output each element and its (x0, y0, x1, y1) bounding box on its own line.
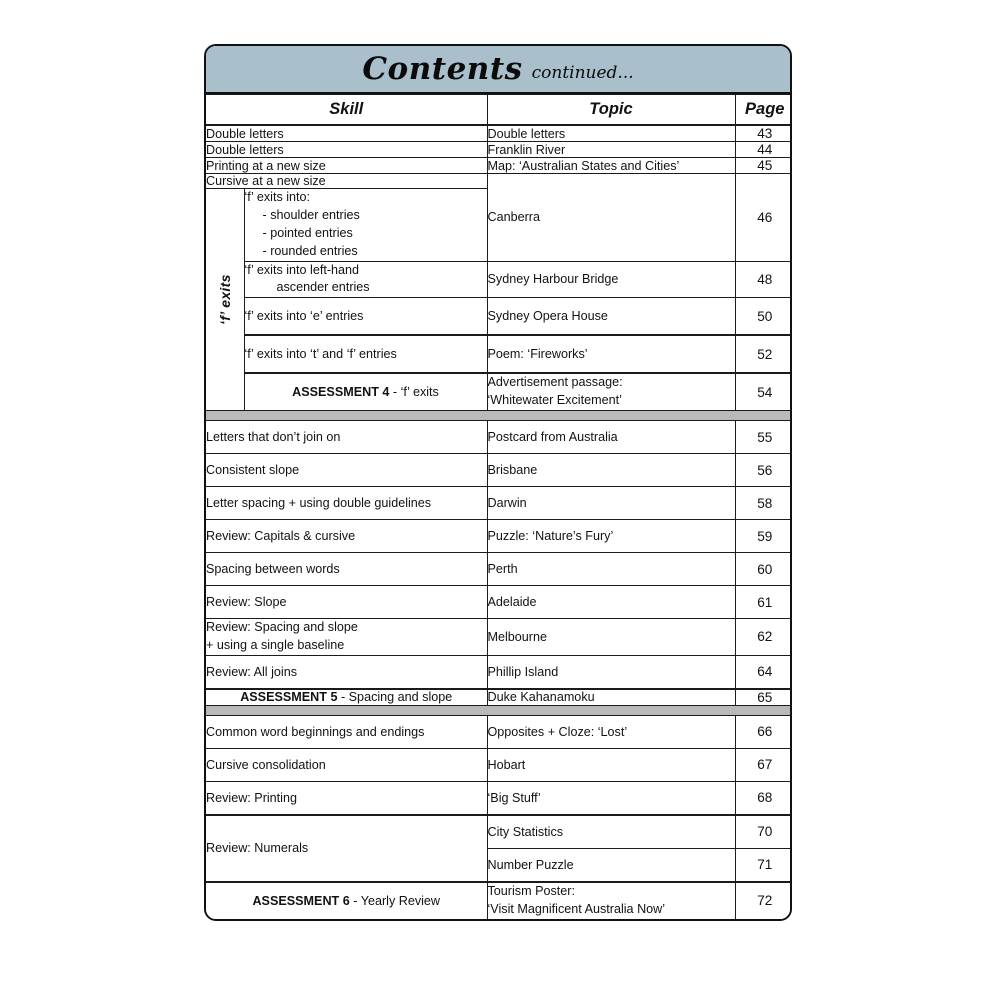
page-cell: 58 (735, 487, 792, 520)
table-row (206, 520, 792, 553)
assessment-label: ASSESSMENT 4 (292, 385, 390, 400)
skill-cell: Common word beginnings and endings (206, 715, 487, 748)
topic-cell: Double letters (487, 125, 735, 142)
table-row (206, 619, 792, 656)
page-cell: 67 (735, 748, 792, 781)
page-cell: 55 (735, 421, 792, 454)
skill-cell: Cursive consolidation (206, 748, 487, 781)
page-cell: 72 (735, 882, 792, 919)
skill-cell: Review: Numerals (206, 815, 487, 882)
skill-cell: Review: Slope (206, 586, 487, 619)
topic-cell: Adelaide (487, 586, 735, 619)
page-cell: 60 (735, 553, 792, 586)
assessment-detail: - Spacing and slope (340, 690, 453, 705)
group-rail-f-exits (206, 189, 244, 411)
table-row (206, 158, 792, 174)
topic-cell: Phillip Island (487, 655, 735, 689)
column-header-page: Page (735, 95, 792, 126)
skill-line-2: ascender entries (276, 280, 370, 295)
table-row (206, 586, 792, 619)
topic-cell: Darwin (487, 487, 735, 520)
table-row (206, 781, 792, 815)
skill-cell (244, 261, 487, 298)
skill-cell: Review: Printing (206, 781, 487, 815)
page-cell: 48 (735, 261, 792, 298)
skill-cell: Spacing between words (206, 553, 487, 586)
page-cell: 43 (735, 125, 792, 142)
topic-cell: Map: ‘Australian States and Cities’ (487, 158, 735, 174)
assessment-detail: - ‘f’ exits (392, 385, 439, 400)
skill-line-1: ‘f’ exits into left-hand (244, 262, 360, 277)
topic-cell: Melbourne (487, 619, 735, 656)
table-row (206, 553, 792, 586)
table-header-row (206, 95, 792, 126)
skill-cell: ‘f’ exits into ‘e’ entries (244, 298, 487, 336)
page-cell: 68 (735, 781, 792, 815)
topic-cell: Number Puzzle (487, 848, 735, 882)
page-cell: 50 (735, 298, 792, 336)
topic-cell: Perth (487, 553, 735, 586)
topic-cell: Hobart (487, 748, 735, 781)
page-cell: 45 (735, 158, 792, 174)
skill-cell (244, 189, 487, 262)
table-row (206, 142, 792, 158)
assessment-skill-cell (244, 373, 487, 410)
table-row (206, 125, 792, 142)
list-item: - shoulder entries (262, 207, 360, 222)
topic-cell: Sydney Opera House (487, 298, 735, 336)
table-row (206, 298, 792, 336)
contents-table (206, 94, 792, 919)
table-row (206, 882, 792, 919)
contents-title-band (206, 46, 790, 94)
column-header-skill: Skill (206, 95, 487, 126)
table-body (206, 125, 792, 919)
topic-cell: Franklin River (487, 142, 735, 158)
table-row (206, 421, 792, 454)
topic-line-1: Tourism Poster: (487, 883, 575, 898)
table-row (206, 174, 792, 189)
page-cell: 54 (735, 373, 792, 410)
topic-cell: Sydney Harbour Bridge (487, 261, 735, 298)
table-header (206, 95, 792, 126)
list-item: - rounded entries (262, 243, 358, 258)
skill-line-2: + using a single baseline (206, 637, 345, 652)
skill-heading: ‘f’ exits into: (244, 190, 311, 204)
table-row (206, 261, 792, 298)
topic-cell: Canberra (487, 174, 735, 262)
assessment-label: ASSESSMENT 5 (240, 690, 338, 705)
table-row (206, 373, 792, 410)
group-rail-label: ‘f’ exits (216, 274, 233, 325)
topic-cell: Opposites + Cloze: ‘Lost’ (487, 715, 735, 748)
topic-line-2: ‘Visit Magnificent Australia Now’ (487, 901, 666, 916)
topic-cell: City Statistics (487, 815, 735, 849)
topic-line-1: Advertisement passage: (487, 375, 623, 390)
page-cell: 56 (735, 454, 792, 487)
skill-cell: Double letters (206, 142, 487, 158)
section-separator-bar (206, 411, 792, 421)
skill-sub-list (245, 207, 487, 261)
page-title: Contents (362, 50, 523, 87)
page-cell: 52 (735, 335, 792, 373)
topic-cell: Brisbane (487, 454, 735, 487)
contents-card (204, 44, 792, 921)
topic-cell: Postcard from Australia (487, 421, 735, 454)
assessment-label: ASSESSMENT 6 (252, 893, 350, 908)
topic-cell: ‘Big Stuff’ (487, 781, 735, 815)
section-separator (206, 411, 792, 421)
page-cell: 64 (735, 655, 792, 689)
page-cell: 59 (735, 520, 792, 553)
page-cell: 44 (735, 142, 792, 158)
page-cell: 62 (735, 619, 792, 656)
skill-cell: Letter spacing + using double guidelines (206, 487, 487, 520)
skill-cell: Double letters (206, 125, 487, 142)
assessment-detail: - Yearly Review (353, 893, 441, 908)
page-title-continued: continued... (531, 62, 634, 83)
skill-cell: Cursive at a new size (206, 174, 487, 189)
skill-cell: Review: Capitals & cursive (206, 520, 487, 553)
skill-cell: Review: All joins (206, 655, 487, 689)
page-cell: 66 (735, 715, 792, 748)
table-row (206, 748, 792, 781)
skill-cell (206, 619, 487, 656)
skill-cell: ‘f’ exits into ‘t’ and ‘f’ entries (244, 335, 487, 373)
topic-cell (487, 882, 735, 919)
column-header-topic: Topic (487, 95, 735, 126)
table-row (206, 335, 792, 373)
page-cell: 71 (735, 848, 792, 882)
table-row (206, 487, 792, 520)
page-cell: 70 (735, 815, 792, 849)
topic-line-2: ‘Whitewater Excitement’ (487, 393, 622, 408)
page-cell: 46 (735, 174, 792, 262)
table-row (206, 454, 792, 487)
skill-cell: Printing at a new size (206, 158, 487, 174)
section-separator (206, 705, 792, 715)
topic-cell: Poem: ‘Fireworks’ (487, 335, 735, 373)
skill-cell: Letters that don’t join on (206, 421, 487, 454)
list-item: - pointed entries (262, 225, 353, 240)
table-row (206, 689, 792, 706)
skill-cell: Consistent slope (206, 454, 487, 487)
table-row (206, 815, 792, 849)
page-cell: 65 (735, 689, 792, 706)
assessment-skill-cell (206, 882, 487, 919)
table-row (206, 655, 792, 689)
table-row (206, 715, 792, 748)
topic-cell (487, 373, 735, 410)
assessment-skill-cell (206, 689, 487, 706)
skill-line-1: Review: Spacing and slope (206, 620, 358, 634)
section-separator-bar (206, 705, 792, 715)
topic-cell: Duke Kahanamoku (487, 689, 735, 706)
topic-cell: Puzzle: ‘Nature’s Fury’ (487, 520, 735, 553)
page-cell: 61 (735, 586, 792, 619)
